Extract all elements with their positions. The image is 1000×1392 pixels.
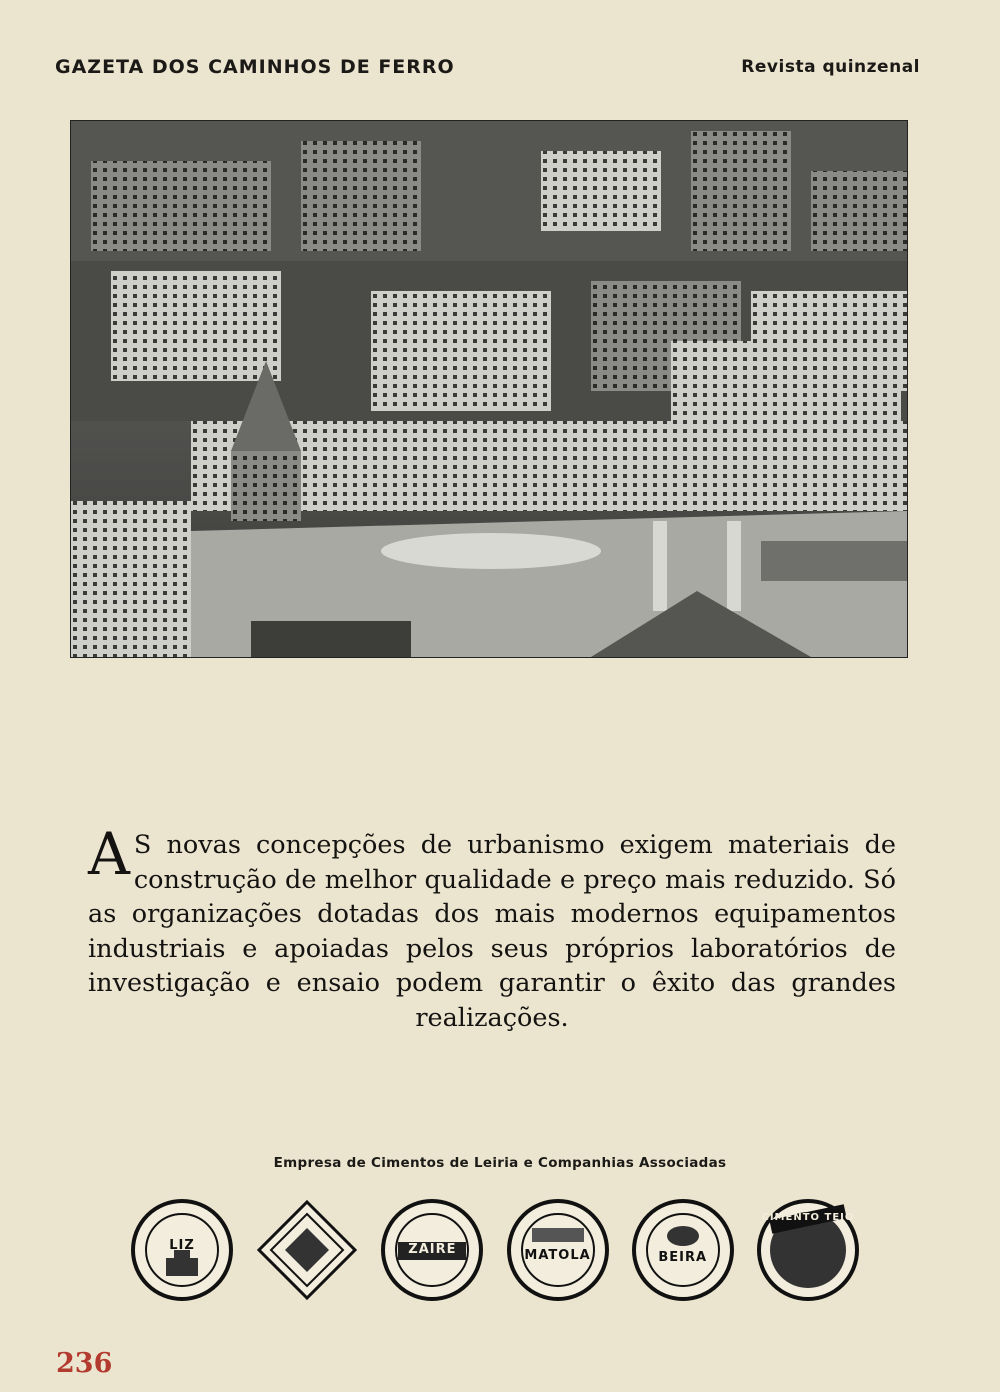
- aerial-city-photo-icon: [71, 121, 907, 657]
- logo-label: MATOLA: [524, 1248, 591, 1263]
- aerial-city-photo: [70, 120, 908, 658]
- matola-cement-seal-icon: [506, 1198, 610, 1302]
- tejo-cement-seal-icon: [756, 1198, 860, 1302]
- frequency-label: Revista quinzenal: [741, 57, 920, 77]
- page-number: 236: [56, 1348, 113, 1379]
- advertisement-body: S novas concepções de urbanismo exigem materiais de construção de melhor qualidade e preço mais reduzido. Só as organizações dotadas dos mais modernos equipamentos industriais e apoiadas pelos seus próprios laboratórios de investigação e ensaio podem garantir o êxito das grandes realizações.: [88, 830, 896, 1033]
- advertisement-text: [88, 820, 896, 1035]
- liz-cement-seal-icon: [130, 1198, 234, 1302]
- company-name: Empresa de Cimentos de Leiria e Companhias Associadas: [273, 1155, 727, 1171]
- masthead-title: GAZETA DOS CAMINHOS DE FERRO: [55, 56, 455, 78]
- diamond-cement-seal-icon: [255, 1198, 359, 1302]
- logo-row: [130, 1195, 860, 1305]
- beira-cement-seal-icon: [631, 1198, 735, 1302]
- logo-label: BEIRA: [658, 1250, 708, 1265]
- logo-label: ZAIRE: [408, 1242, 457, 1257]
- dropcap: A: [88, 820, 130, 888]
- logo-label: LIZ: [169, 1238, 195, 1253]
- header: [55, 52, 920, 82]
- zaire-cement-seal-icon: [380, 1198, 484, 1302]
- logo-label: CIMENTO TEJO: [761, 1212, 855, 1223]
